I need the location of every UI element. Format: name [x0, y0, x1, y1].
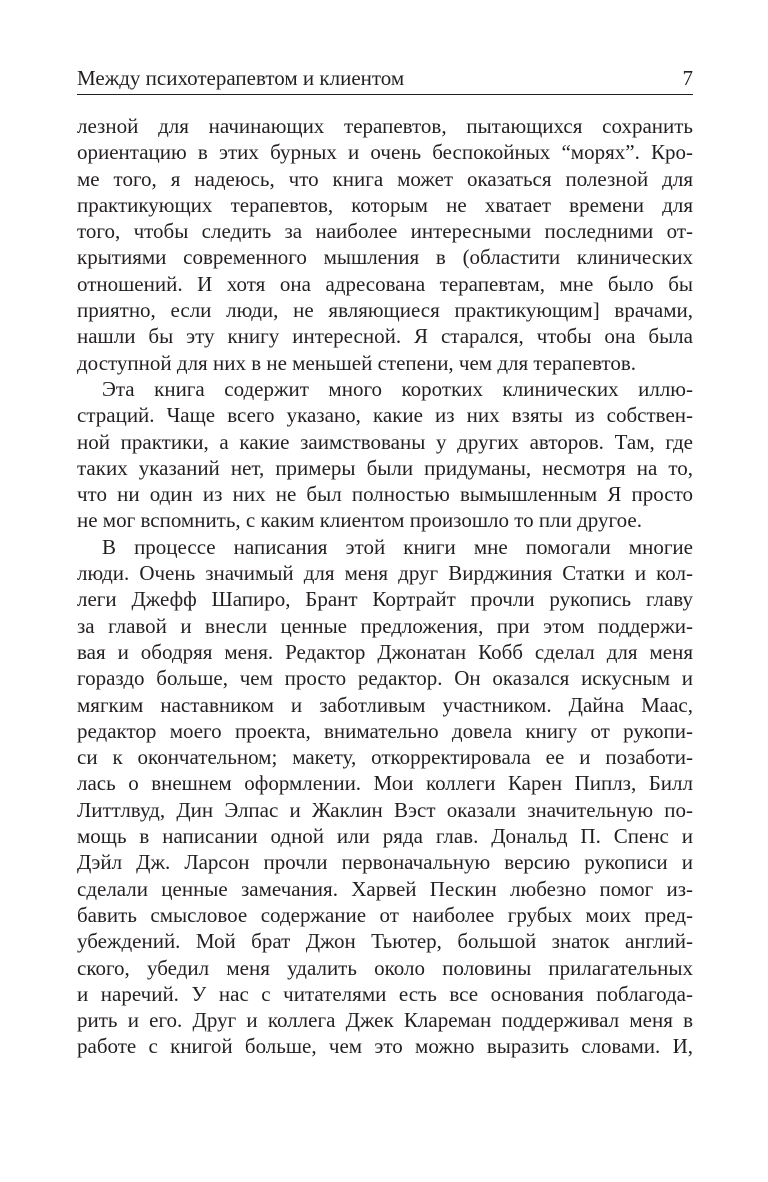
text-line: [77, 297, 693, 323]
text-line-content: бавить смысловое содержание от наиболее грубых моих пред-: [77, 902, 693, 927]
text-line: [77, 613, 693, 639]
text-line: [77, 376, 693, 402]
text-line: [77, 455, 693, 481]
text-line-content: редактор моего проекта, внимательно довела книгу от рукопи-: [77, 718, 693, 743]
text-line: [77, 429, 693, 455]
text-line-content: рить и его. Друг и коллега Джек Клареман поддерживал меня в: [77, 1008, 693, 1033]
text-line: [77, 534, 693, 560]
text-line: [77, 192, 693, 218]
text-line: [77, 481, 693, 507]
text-line-content: люди. Очень значимый для меня друг Вирджиния Статки и кол-: [77, 561, 693, 586]
text-line: [77, 928, 693, 954]
text-line-content: мощь в написании одной или ряда глав. Дональд П. Спенс и: [77, 824, 693, 849]
text-line-content: не мог вспомнить, с каким клиентом произошло то пли другое.: [77, 508, 642, 533]
text-line-content: гораздо больше, чем просто редактор. Он оказался искусным и: [77, 666, 693, 691]
text-line-content: того, чтобы следить за наиболее интересными последними от-: [77, 219, 693, 244]
text-line: [77, 560, 693, 586]
text-line-content: таких указаний нет, примеры были придуманы, несмотря на то,: [77, 455, 693, 480]
text-line: [77, 323, 693, 349]
text-line-content: ной практики, а какие заимствованы у других авторов. Там, где: [77, 429, 693, 454]
text-line-content: ского, убедил меня удалить около половины прилагательных: [77, 955, 693, 980]
text-line-content: убеждений. Мой брат Джон Тьютер, большой знаток англий-: [77, 929, 693, 954]
text-line-content: Дэйл Дж. Ларсон прочли первоначальную версию рукописи и: [77, 850, 693, 875]
text-line: [77, 902, 693, 928]
text-line: [77, 955, 693, 981]
running-title: Между психотерапевтом и клиентом: [77, 66, 405, 90]
text-line-content: лась о внешнем оформлении. Мои коллеги Карен Пиплз, Билл: [77, 771, 693, 796]
page-number: 7: [682, 66, 693, 90]
text-line: [77, 665, 693, 691]
text-line-content: лезной для начинающих терапевтов, пытающихся сохранить: [77, 114, 693, 138]
text-line-content: крытиями современного мышления в (областити клинических: [77, 245, 693, 270]
text-line: [77, 218, 693, 244]
text-line-content: леги Джефф Шапиро, Брант Кортрайт прочли рукопись главу: [77, 587, 693, 612]
text-line-content: доступной для них в не меньшей степени, чем для терапевтов.: [77, 350, 636, 375]
text-line: [77, 350, 693, 376]
text-line-content: работе с книгой больше, чем это можно выразить словами. И,: [77, 1034, 693, 1059]
text-line-content: мягким наставником и заботливым участником. Дайна Маас,: [77, 692, 693, 717]
text-line-content: В процессе написания этой книги мне помогали многие: [102, 534, 693, 559]
text-line: [77, 718, 693, 744]
text-line-content: си к окончательном; макету, откорректировала ее и позаботи-: [77, 745, 693, 770]
text-line-content: за главой и внесли ценные предложения, при этом поддержи-: [77, 613, 693, 638]
text-line-content: ме того, я надеюсь, что книга может оказаться полезной для: [77, 166, 693, 191]
text-line: [77, 1033, 693, 1059]
text-line: [77, 113, 693, 139]
body-text: [77, 113, 693, 1060]
text-line: [77, 876, 693, 902]
text-line-content: практикующих терапевтов, которым не хватает времени для: [77, 192, 693, 217]
text-line: [77, 402, 693, 428]
text-line: [77, 244, 693, 270]
text-line-content: страций. Чаще всего указано, какие из них взяты из собствен-: [77, 403, 693, 428]
text-line-content: отношений. И хотя она адресована терапевтам, мне было бы: [77, 271, 693, 296]
text-line-content: и наречий. У нас с читателями есть все основания поблагода-: [77, 981, 693, 1006]
text-line: [77, 507, 693, 533]
text-line: [77, 639, 693, 665]
text-line: [77, 823, 693, 849]
text-line: [77, 271, 693, 297]
text-line-content: вая и ободряя меня. Редактор Джонатан Кобб сделал для меня: [77, 639, 693, 664]
text-line: [77, 692, 693, 718]
text-line: [77, 139, 693, 165]
text-line: [77, 981, 693, 1007]
text-line: [77, 849, 693, 875]
text-line-content: что ни один из них не был полностью вымышленным Я просто: [77, 482, 693, 507]
text-line: [77, 1007, 693, 1033]
text-line-content: ориентацию в этих бурных и очень беспокойных “морях”. Кро-: [77, 140, 693, 165]
text-line-content: сделали ценные замечания. Харвей Пескин любезно помог из-: [77, 876, 693, 901]
text-line-content: Литтлвуд, Дин Элпас и Жаклин Вэст оказали значительную по-: [77, 797, 693, 822]
text-line: [77, 797, 693, 823]
text-line: [77, 770, 693, 796]
text-line: [77, 166, 693, 192]
running-header: [77, 64, 693, 95]
text-line: [77, 744, 693, 770]
text-line-content: Эта книга содержит много коротких клинических иллю-: [102, 376, 693, 401]
text-line-content: нашли бы эту книгу интересной. Я старался, чтобы она была: [77, 324, 693, 349]
text-line: [77, 586, 693, 612]
text-line-content: приятно, если люди, не являющиеся практикующим] врачами,: [77, 298, 693, 323]
